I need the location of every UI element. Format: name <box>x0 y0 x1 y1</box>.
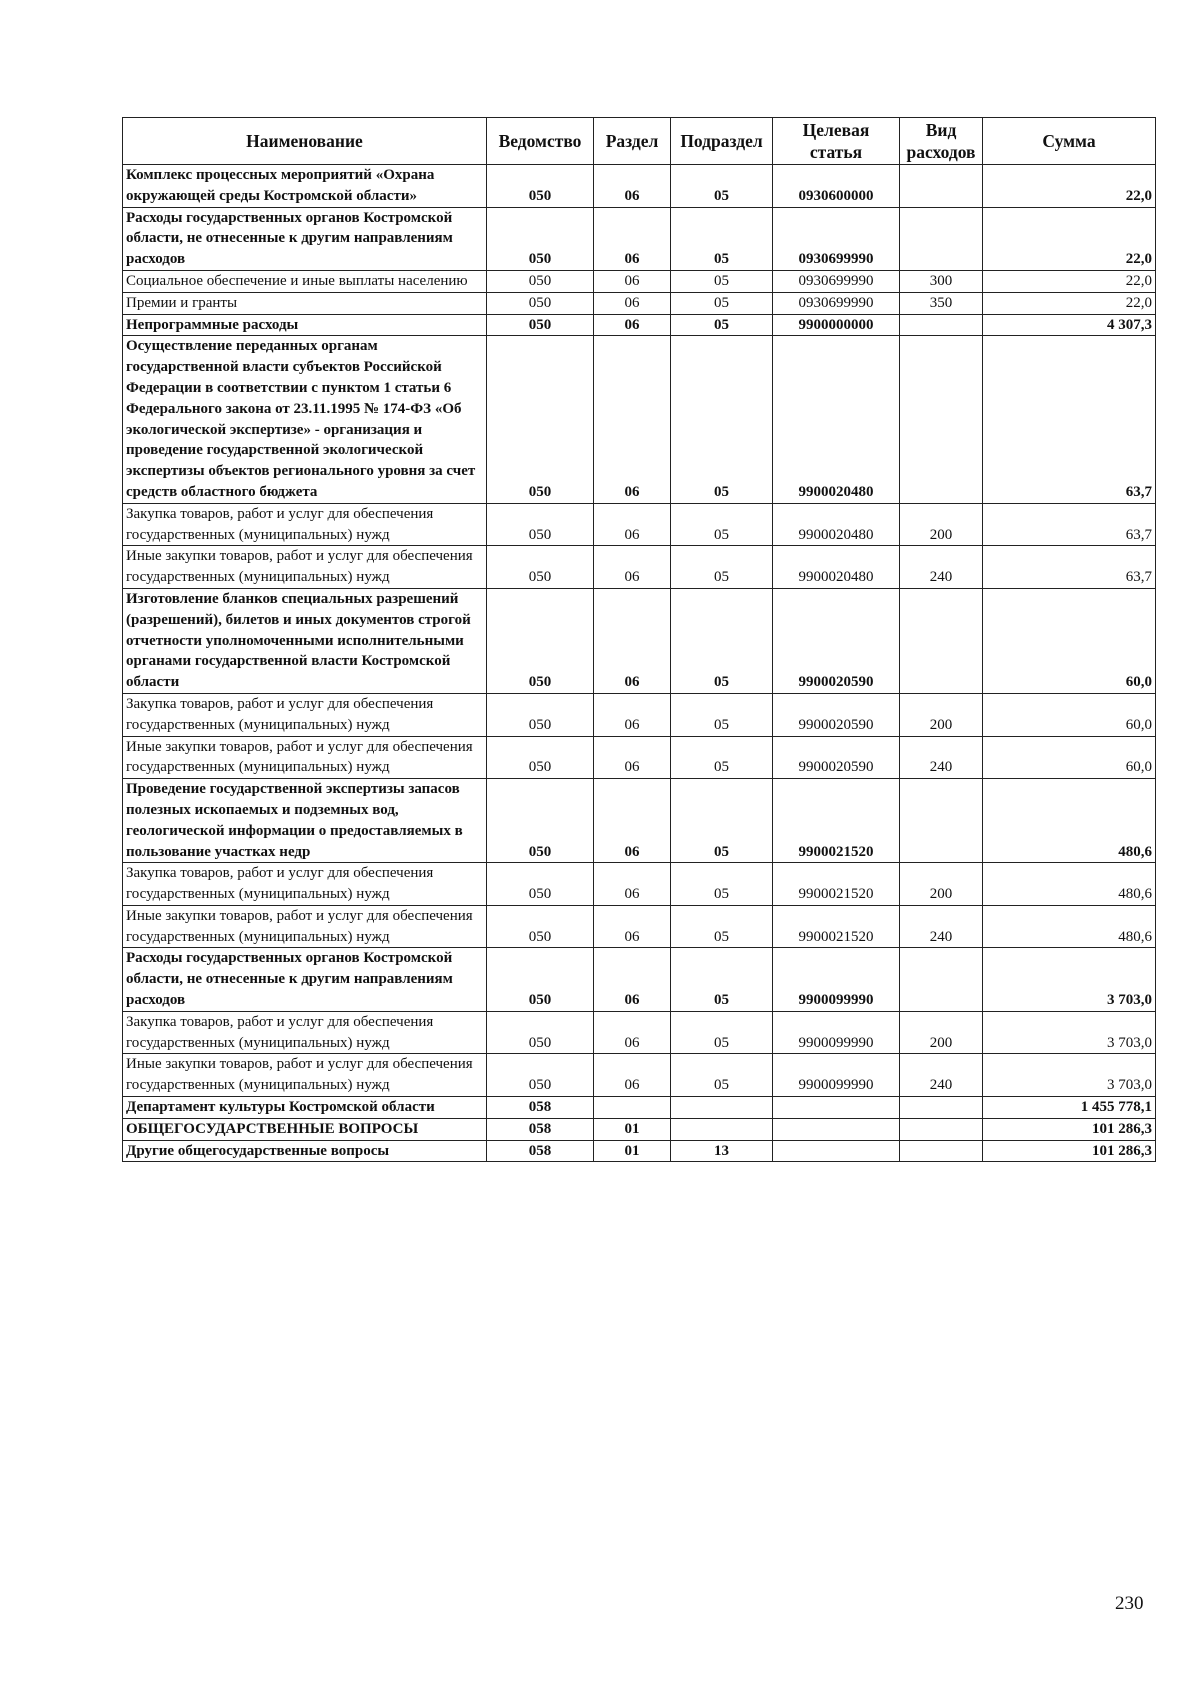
cell-name: Иные закупки товаров, работ и услуг для обеспечения государственных (муниципальных) нужд <box>123 1054 487 1097</box>
cell-target: 0930699990 <box>773 207 900 270</box>
cell-name: Закупка товаров, работ и услуг для обеспечения государственных (муниципальных) нужд <box>123 693 487 736</box>
table-row <box>123 905 1156 948</box>
header-row <box>123 118 1156 165</box>
cell-name: Изготовление бланков специальных разрешений (разрешений), билетов и иных документов строгой отчетности уполномоченными исполнительными органами государственной власти Костромской области <box>123 588 487 693</box>
cell-target: 9900099990 <box>773 1011 900 1054</box>
cell-exptype: 200 <box>900 863 983 906</box>
cell-section: 06 <box>594 948 671 1011</box>
table-row <box>123 948 1156 1011</box>
table-row <box>123 207 1156 270</box>
cell-exptype <box>900 948 983 1011</box>
cell-sum: 60,0 <box>983 588 1156 693</box>
cell-dept: 050 <box>487 336 594 503</box>
table-row <box>123 736 1156 779</box>
cell-dept: 058 <box>487 1140 594 1162</box>
cell-target: 9900020480 <box>773 336 900 503</box>
cell-subsection: 05 <box>671 948 773 1011</box>
cell-subsection: 05 <box>671 779 773 863</box>
cell-subsection: 05 <box>671 863 773 906</box>
cell-exptype <box>900 336 983 503</box>
header-exptype-line1: Вид <box>925 120 957 140</box>
cell-section <box>594 1097 671 1119</box>
header-sum: Сумма <box>983 118 1156 165</box>
cell-dept: 058 <box>487 1097 594 1119</box>
cell-exptype <box>900 314 983 336</box>
cell-name: ОБЩЕГОСУДАРСТВЕННЫЕ ВОПРОСЫ <box>123 1118 487 1140</box>
cell-exptype <box>900 1140 983 1162</box>
table-row <box>123 546 1156 589</box>
cell-target: 9900020590 <box>773 693 900 736</box>
cell-dept: 050 <box>487 546 594 589</box>
cell-section: 01 <box>594 1118 671 1140</box>
header-subsection: Подраздел <box>671 118 773 165</box>
cell-dept: 050 <box>487 207 594 270</box>
table-row <box>123 863 1156 906</box>
cell-section: 06 <box>594 546 671 589</box>
cell-sum: 3 703,0 <box>983 948 1156 1011</box>
cell-dept: 050 <box>487 1011 594 1054</box>
header-target-line1: Целевая <box>802 120 870 140</box>
cell-sum: 60,0 <box>983 693 1156 736</box>
cell-name: Проведение государственной экспертизы запасов полезных ископаемых и подземных вод, геологической информации о предоставляемых в пользование участках недр <box>123 779 487 863</box>
cell-subsection: 05 <box>671 546 773 589</box>
cell-exptype: 300 <box>900 270 983 292</box>
cell-exptype <box>900 779 983 863</box>
cell-name: Социальное обеспечение и иные выплаты населению <box>123 270 487 292</box>
cell-exptype: 240 <box>900 1054 983 1097</box>
cell-name: Осуществление переданных органам государственной власти субъектов Российской Федерации в соответствии с пунктом 1 статьи 6 Федерального закона от 23.11.1995 № 174-ФЗ «Об экологической экспертизе» - организация и проведение государственной экологической экспертизы объектов регионального уровня за счет средств областного бюджета <box>123 336 487 503</box>
cell-dept: 050 <box>487 779 594 863</box>
cell-dept: 050 <box>487 693 594 736</box>
cell-target: 9900099990 <box>773 948 900 1011</box>
table-row <box>123 588 1156 693</box>
header-target-line2: статья <box>809 142 863 162</box>
cell-exptype: 200 <box>900 693 983 736</box>
cell-name: Расходы государственных органов Костромской области, не отнесенные к другим направлениям расходов <box>123 207 487 270</box>
cell-exptype: 200 <box>900 1011 983 1054</box>
cell-target: 9900020590 <box>773 588 900 693</box>
cell-section: 06 <box>594 863 671 906</box>
cell-name: Комплекс процессных мероприятий «Охрана окружающей среды Костромской области» <box>123 165 487 208</box>
cell-dept: 050 <box>487 165 594 208</box>
table-row <box>123 503 1156 546</box>
cell-name: Расходы государственных органов Костромской области, не отнесенные к другим направлениям расходов <box>123 948 487 1011</box>
cell-sum: 3 703,0 <box>983 1011 1156 1054</box>
cell-subsection: 05 <box>671 270 773 292</box>
cell-sum: 22,0 <box>983 165 1156 208</box>
cell-subsection: 05 <box>671 905 773 948</box>
cell-dept: 050 <box>487 1054 594 1097</box>
cell-target: 9900020480 <box>773 503 900 546</box>
cell-sum: 63,7 <box>983 546 1156 589</box>
cell-subsection: 05 <box>671 1011 773 1054</box>
cell-section: 06 <box>594 336 671 503</box>
cell-exptype: 240 <box>900 736 983 779</box>
cell-exptype: 350 <box>900 292 983 314</box>
cell-sum: 480,6 <box>983 779 1156 863</box>
cell-dept: 050 <box>487 270 594 292</box>
cell-target: 9900020480 <box>773 546 900 589</box>
cell-name: Департамент культуры Костромской области <box>123 1097 487 1119</box>
cell-name: Иные закупки товаров, работ и услуг для обеспечения государственных (муниципальных) нужд <box>123 736 487 779</box>
cell-sum: 101 286,3 <box>983 1140 1156 1162</box>
cell-section: 06 <box>594 905 671 948</box>
header-target <box>773 118 900 165</box>
cell-target <box>773 1140 900 1162</box>
cell-sum: 3 703,0 <box>983 1054 1156 1097</box>
cell-target: 9900020590 <box>773 736 900 779</box>
header-exptype-line2: расходов <box>906 142 976 162</box>
cell-name: Закупка товаров, работ и услуг для обеспечения государственных (муниципальных) нужд <box>123 863 487 906</box>
cell-exptype: 240 <box>900 546 983 589</box>
cell-target: 9900021520 <box>773 905 900 948</box>
cell-sum: 480,6 <box>983 905 1156 948</box>
table-row <box>123 270 1156 292</box>
cell-name: Премии и гранты <box>123 292 487 314</box>
header-dept: Ведомство <box>487 118 594 165</box>
cell-subsection <box>671 1118 773 1140</box>
cell-subsection: 05 <box>671 336 773 503</box>
cell-target: 0930699990 <box>773 270 900 292</box>
cell-target: 9900021520 <box>773 779 900 863</box>
cell-exptype: 240 <box>900 905 983 948</box>
cell-exptype <box>900 1118 983 1140</box>
cell-section: 06 <box>594 588 671 693</box>
cell-section: 06 <box>594 314 671 336</box>
cell-section: 06 <box>594 1011 671 1054</box>
table-row <box>123 165 1156 208</box>
cell-section: 06 <box>594 165 671 208</box>
cell-sum: 4 307,3 <box>983 314 1156 336</box>
cell-dept: 050 <box>487 588 594 693</box>
cell-subsection <box>671 1097 773 1119</box>
cell-sum: 480,6 <box>983 863 1156 906</box>
cell-target <box>773 1097 900 1119</box>
cell-dept: 050 <box>487 503 594 546</box>
cell-exptype <box>900 165 983 208</box>
table-row <box>123 1097 1156 1119</box>
cell-section: 06 <box>594 292 671 314</box>
cell-subsection: 05 <box>671 693 773 736</box>
cell-sum: 1 455 778,1 <box>983 1097 1156 1119</box>
cell-section: 06 <box>594 779 671 863</box>
cell-sum: 63,7 <box>983 503 1156 546</box>
cell-subsection: 05 <box>671 207 773 270</box>
table-row <box>123 314 1156 336</box>
header-exptype <box>900 118 983 165</box>
table-row <box>123 1118 1156 1140</box>
cell-exptype <box>900 1097 983 1119</box>
cell-dept: 058 <box>487 1118 594 1140</box>
cell-section: 06 <box>594 736 671 779</box>
cell-dept: 050 <box>487 314 594 336</box>
cell-section: 06 <box>594 1054 671 1097</box>
cell-name: Иные закупки товаров, работ и услуг для обеспечения государственных (муниципальных) нужд <box>123 546 487 589</box>
cell-name: Закупка товаров, работ и услуг для обеспечения государственных (муниципальных) нужд <box>123 1011 487 1054</box>
cell-name: Непрограммные расходы <box>123 314 487 336</box>
cell-target: 0930600000 <box>773 165 900 208</box>
cell-name: Закупка товаров, работ и услуг для обеспечения государственных (муниципальных) нужд <box>123 503 487 546</box>
table-row <box>123 693 1156 736</box>
cell-section: 01 <box>594 1140 671 1162</box>
cell-sum: 60,0 <box>983 736 1156 779</box>
cell-subsection: 05 <box>671 1054 773 1097</box>
cell-dept: 050 <box>487 948 594 1011</box>
cell-section: 06 <box>594 693 671 736</box>
header-section: Раздел <box>594 118 671 165</box>
cell-sum: 22,0 <box>983 292 1156 314</box>
cell-dept: 050 <box>487 292 594 314</box>
table-row <box>123 292 1156 314</box>
cell-sum: 22,0 <box>983 270 1156 292</box>
cell-subsection: 05 <box>671 736 773 779</box>
cell-subsection: 05 <box>671 314 773 336</box>
budget-table <box>122 117 1156 1162</box>
table-row <box>123 779 1156 863</box>
cell-exptype: 200 <box>900 503 983 546</box>
cell-subsection: 05 <box>671 165 773 208</box>
page-number: 230 <box>1115 1593 1144 1614</box>
cell-target: 9900000000 <box>773 314 900 336</box>
cell-exptype <box>900 588 983 693</box>
cell-target: 0930699990 <box>773 292 900 314</box>
cell-sum: 22,0 <box>983 207 1156 270</box>
cell-target <box>773 1118 900 1140</box>
cell-section: 06 <box>594 503 671 546</box>
table-row <box>123 1140 1156 1162</box>
cell-name: Другие общегосударственные вопросы <box>123 1140 487 1162</box>
cell-section: 06 <box>594 270 671 292</box>
table-row <box>123 1011 1156 1054</box>
cell-dept: 050 <box>487 863 594 906</box>
cell-subsection: 05 <box>671 588 773 693</box>
cell-sum: 63,7 <box>983 336 1156 503</box>
cell-dept: 050 <box>487 905 594 948</box>
cell-name: Иные закупки товаров, работ и услуг для обеспечения государственных (муниципальных) нужд <box>123 905 487 948</box>
cell-subsection: 05 <box>671 292 773 314</box>
cell-target: 9900099990 <box>773 1054 900 1097</box>
cell-exptype <box>900 207 983 270</box>
cell-subsection: 13 <box>671 1140 773 1162</box>
table-row <box>123 1054 1156 1097</box>
cell-target: 9900021520 <box>773 863 900 906</box>
table-body <box>123 165 1156 1162</box>
cell-sum: 101 286,3 <box>983 1118 1156 1140</box>
cell-dept: 050 <box>487 736 594 779</box>
header-name: Наименование <box>123 118 487 165</box>
cell-subsection: 05 <box>671 503 773 546</box>
cell-section: 06 <box>594 207 671 270</box>
table-row <box>123 336 1156 503</box>
